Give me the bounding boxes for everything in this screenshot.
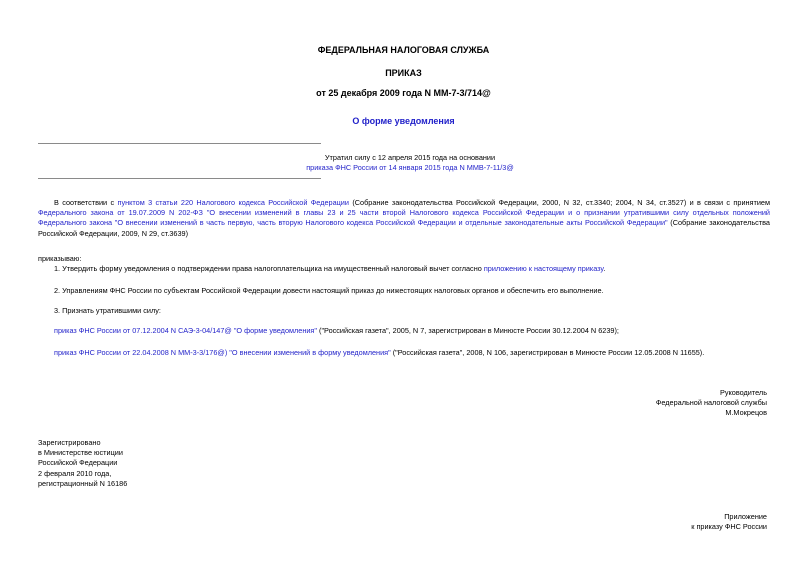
- registration-line-5: регистрационный N 16186: [38, 478, 128, 488]
- appendix-block: [500, 512, 767, 532]
- signature-block: [500, 388, 767, 419]
- status-note-line: Утратил силу с 12 апреля 2015 года на основании: [324, 153, 496, 162]
- registration-block: [38, 438, 288, 489]
- item-1: [54, 264, 774, 274]
- signature-agency: Федеральной налоговой службы: [655, 398, 767, 408]
- preamble-text-2: (Собрание законодательства Российской Федерации, 2000, N 32, ст.3340; 2004, N 34, ст.3527) и в связи с принятием: [348, 198, 770, 207]
- repealed-text-1: ("Российская газета", 2005, N 7, зарегистрирован в Минюсте России 30.12.2004 N 6239);: [316, 326, 619, 335]
- appendix-link[interactable]: приложению к настоящему приказу: [483, 264, 604, 273]
- divider-top: [38, 143, 321, 144]
- item-3: 3. Признать утратившими силу:: [54, 306, 161, 315]
- registration-line-2: в Министерстве юстиции: [38, 448, 123, 458]
- tax-code-article-link[interactable]: пунктом 3 статьи 220 Налогового кодекса Российской Федерации: [117, 198, 349, 207]
- item-1-text: 1. Утвердить форму уведомления о подтверждении права налогоплательщика на имущественный налоговый вычет согласно: [54, 264, 484, 273]
- registration-line-3: Российской Федерации: [38, 458, 118, 468]
- repealed-item-2: [54, 348, 774, 358]
- preamble-text-3: (Собрание законодательства Российской Федерации, 2009, N 29, ст.3639): [38, 218, 770, 238]
- registration-line-4: 2 февраля 2010 года,: [38, 468, 112, 478]
- doc-date-number: от 25 декабря 2009 года N ММ-7-3/714@: [316, 88, 491, 98]
- doc-type: ПРИКАЗ: [385, 68, 422, 78]
- signature-name: М.Мокрецов: [725, 408, 767, 418]
- status-note: [260, 153, 560, 173]
- item-1-end: .: [603, 264, 606, 273]
- preamble-text-1: В соответствии с: [54, 198, 118, 207]
- appendix-ref: к приказу ФНС России: [691, 522, 767, 532]
- preamble-paragraph: [38, 198, 770, 239]
- orders-word: приказываю:: [38, 254, 82, 263]
- divider-bottom: [38, 178, 321, 179]
- doc-subject-link[interactable]: О форме уведомления: [352, 116, 455, 126]
- repealed-text-2: ("Российская газета", 2008, N 106, зарегистрирован в Минюсте России 12.05.2008 N 11655).: [390, 348, 705, 357]
- repealed-item-1: [54, 326, 774, 336]
- appendix-label: Приложение: [724, 512, 767, 521]
- registration-line-1: Зарегистрировано: [38, 438, 101, 447]
- repealed-order-link-1[interactable]: приказ ФНС России от 07.12.2004 N САЭ-3-04/147@ "О форме уведомления": [54, 326, 317, 335]
- federal-law-link[interactable]: Федерального закона от 19.07.2009 N 202-ФЗ "О внесении изменений в главы 23 и 25 части второй Налогового кодекса Российской Федерации и о признании утратившими силу отдельных положений Федерального закона "О внесении изменений в часть первую, часть вторую Налогового кодекса Российской Федерации и отдельные законодательные акты Российской Федерации": [38, 208, 770, 228]
- repealed-order-link-2[interactable]: приказ ФНС России от 22.04.2008 N ММ-3-3/176@) "О внесении изменений в форму уведомления": [54, 348, 391, 357]
- agency-title: ФЕДЕРАЛЬНАЯ НАЛОГОВАЯ СЛУЖБА: [317, 45, 490, 55]
- repeal-order-link[interactable]: приказа ФНС России от 14 января 2015 года N ММВ-7-11/3@: [306, 163, 514, 173]
- item-2: 2. Управлениям ФНС России по субъектам Российской Федерации довести настоящий приказ до нижестоящих налоговых органов и обеспечить его выполнение.: [54, 286, 604, 295]
- signature-position: Руководитель: [719, 388, 767, 397]
